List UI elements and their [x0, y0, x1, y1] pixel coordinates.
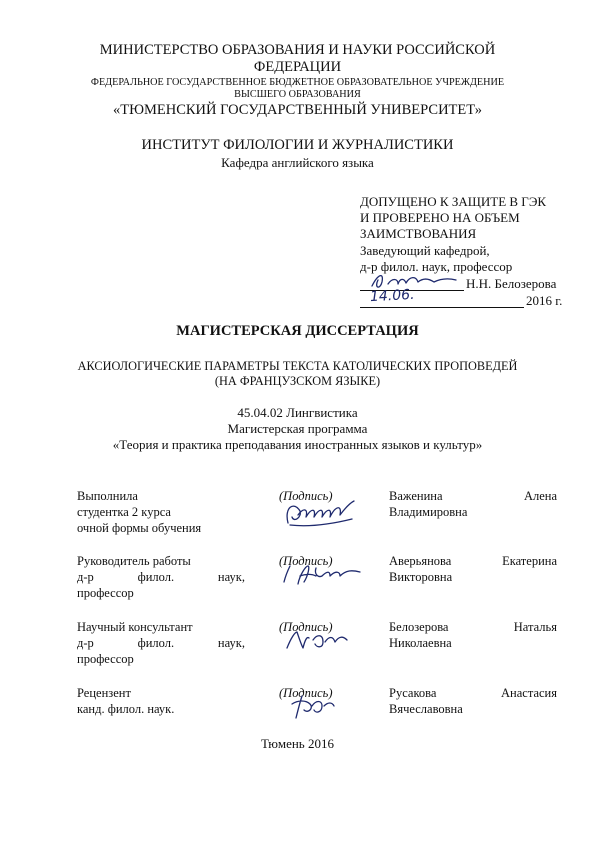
- signature-label-3: (Подпись): [279, 620, 333, 634]
- approval-line-3: ЗАИМСТВОВАНИЯ: [360, 226, 477, 241]
- approval-position: Заведующий кафедрой,: [360, 243, 490, 258]
- signatory-name-3: Белозерова Наталья Николаевна: [389, 620, 557, 650]
- signatory-name-4: Русакова Анастасия Вячеславовна: [389, 686, 557, 716]
- approval-date-line: [360, 307, 524, 308]
- institution-line-2: ВЫСШЕГО ОБРАЗОВАНИЯ: [234, 89, 361, 100]
- ministry-line-1: МИНИСТЕРСТВО ОБРАЗОВАНИЯ И НАУКИ РОССИЙСКОЙ: [99, 42, 496, 58]
- program-code: 45.04.02 Лингвистика: [237, 405, 358, 420]
- approval-head-name: Н.Н. Белозерова: [466, 276, 557, 291]
- signatory-role-2: Руководитель работы д-р филол. наук, профессор: [77, 554, 245, 600]
- approval-line-2: И ПРОВЕРЕНО НА ОБЪЕМ: [360, 210, 520, 225]
- document-type: МАГИСТЕРСКАЯ ДИССЕРТАЦИЯ: [176, 323, 419, 339]
- program-type: Магистерская программа: [227, 421, 368, 436]
- thesis-title-line-1: АКСИОЛОГИЧЕСКИЕ ПАРАМЕТРЫ ТЕКСТА КАТОЛИЧЕСКИХ ПРОПОВЕДЕЙ: [77, 359, 518, 373]
- approval-degree: д-р филол. наук, профессор: [360, 259, 513, 274]
- ministry-line-2: ФЕДЕРАЦИИ: [253, 59, 342, 75]
- approval-line-1: ДОПУЩЕНО К ЗАЩИТЕ В ГЭК: [360, 194, 547, 209]
- city-year: Тюмень 2016: [261, 736, 334, 751]
- signature-1: [282, 497, 358, 531]
- signatory-role-4: Рецензент канд. филол. наук.: [77, 686, 175, 716]
- university-name: «ТЮМЕНСКИЙ ГОСУДАРСТВЕННЫЙ УНИВЕРСИТЕТ»: [112, 102, 482, 118]
- signatory-role-3: Научный консультант д-р филол. наук, профессор: [77, 620, 245, 666]
- approval-year: 2016 г.: [526, 293, 563, 308]
- institution-line-1: ФЕДЕРАЛЬНОЕ ГОСУДАРСТВЕННОЕ БЮДЖЕТНОЕ ОБРАЗОВАТЕЛЬНОЕ УЧРЕЖДЕНИЕ: [90, 77, 505, 88]
- signature-label-2: (Подпись): [279, 554, 333, 568]
- signature-label-1: (Подпись): [279, 489, 333, 503]
- signature-4: [288, 692, 338, 722]
- signature-label-4: (Подпись): [279, 686, 333, 700]
- signature-2: [280, 560, 364, 588]
- thesis-title-line-2: (НА ФРАНЦУЗСКОМ ЯЗЫКЕ): [214, 374, 381, 388]
- signatory-name-1: Важенина Алена Владимировна: [389, 489, 557, 519]
- signatory-name-2: Аверьянова Екатерина Викторовна: [389, 554, 557, 584]
- program-name: «Теория и практика преподавания иностранных языков и культур»: [112, 437, 483, 452]
- signature-3: [283, 628, 353, 654]
- institute-name: ИНСТИТУТ ФИЛОЛОГИИ И ЖУРНАЛИСТИКИ: [141, 137, 454, 153]
- department-name: Кафедра английского языка: [221, 155, 374, 170]
- signatory-role-1: Выполнила студентка 2 курса очной формы обучения: [77, 489, 202, 535]
- approval-date-handwritten: 14.06.: [369, 286, 415, 306]
